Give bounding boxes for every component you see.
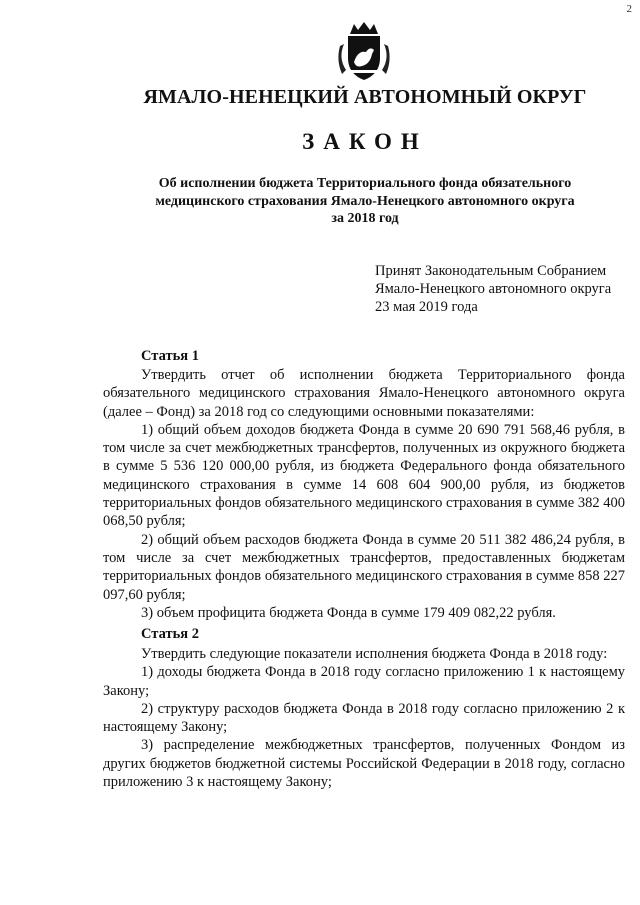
- article-1-item-1: 1) общий объем доходов бюджета Фонда в сумме 20 690 791 568,46 рубля, в том числе за счет межбюджетных трансфертов, полученных из окружного бюджета в сумме 5 536 120 000,00 рубля, из бюджета Федерального фонда обязательного медицинского страхования в сумме 14 608 604 900,00 рубля, из бюджетов территориальных фондов обязательного медицинского страхования в сумме 382 400 068,50 рубля;: [103, 421, 625, 530]
- page-number: 2: [626, 3, 632, 15]
- article-1-heading: Статья 1: [141, 348, 199, 364]
- article-1-item-2: 2) общий объем расходов бюджета Фонда в сумме 20 511 382 486,24 рубля, в том числе за счет межбюджетных трансфертов, предоставленных бюджетам территориальных фондов обязательного медицинского страхования в сумме 858 227 097,60 рубля;: [103, 531, 625, 603]
- region-title: ЯМАЛО-НЕНЕЦКИЙ АВТОНОМНЫЙ ОКРУГ: [143, 86, 587, 108]
- article-2-item-3: 3) распределение межбюджетных трансфертов, полученных Фондом из других бюджетов бюджетной системы Российской Федерации в 2018 году, согласно приложению 3 к настоящему Закону;: [103, 737, 625, 791]
- article-1-intro: Утвердить отчет об исполнении бюджета Территориального фонда обязательного медицинского страхования Ямало-Ненецкого автономного округа (далее – Фонд) за 2018 год со следующими основными показателями:: [103, 367, 625, 420]
- article-2-heading: Статья 2: [141, 626, 199, 642]
- law-title-line: Об исполнении бюджета Территориального фонда обязательного: [158, 176, 572, 191]
- law-title-line: медицинского страхования Ямало-Ненецкого автономного округа: [155, 193, 575, 209]
- article-2-item-1: 1) доходы бюджета Фонда в 2018 году согласно приложению 1 к настоящему Закону;: [103, 664, 625, 699]
- adoption-line: Принят Законодательным Собранием: [375, 263, 607, 279]
- document-type: ЗАКОН: [302, 129, 428, 154]
- article-2-item-2: 2) структуру расходов бюджета Фонда в 2018 году согласно приложению 2 к настоящему Закону;: [103, 700, 625, 736]
- article-2-body: [103, 645, 625, 791]
- law-title-line: за 2018 год: [331, 211, 399, 226]
- adoption-info: [375, 262, 611, 316]
- article-1-item-3: 3) объем профицита бюджета Фонда в сумме 179 409 082,22 рубля.: [141, 604, 556, 621]
- adoption-line: 23 мая 2019 года: [375, 299, 478, 315]
- coat-of-arms-icon: [336, 20, 392, 82]
- law-title: [120, 175, 610, 228]
- adoption-line: Ямало-Ненецкого автономного округа: [375, 281, 612, 297]
- article-2-intro: Утвердить следующие показатели исполнения бюджета Фонда в 2018 году:: [141, 646, 608, 662]
- article-1-body: [103, 366, 625, 622]
